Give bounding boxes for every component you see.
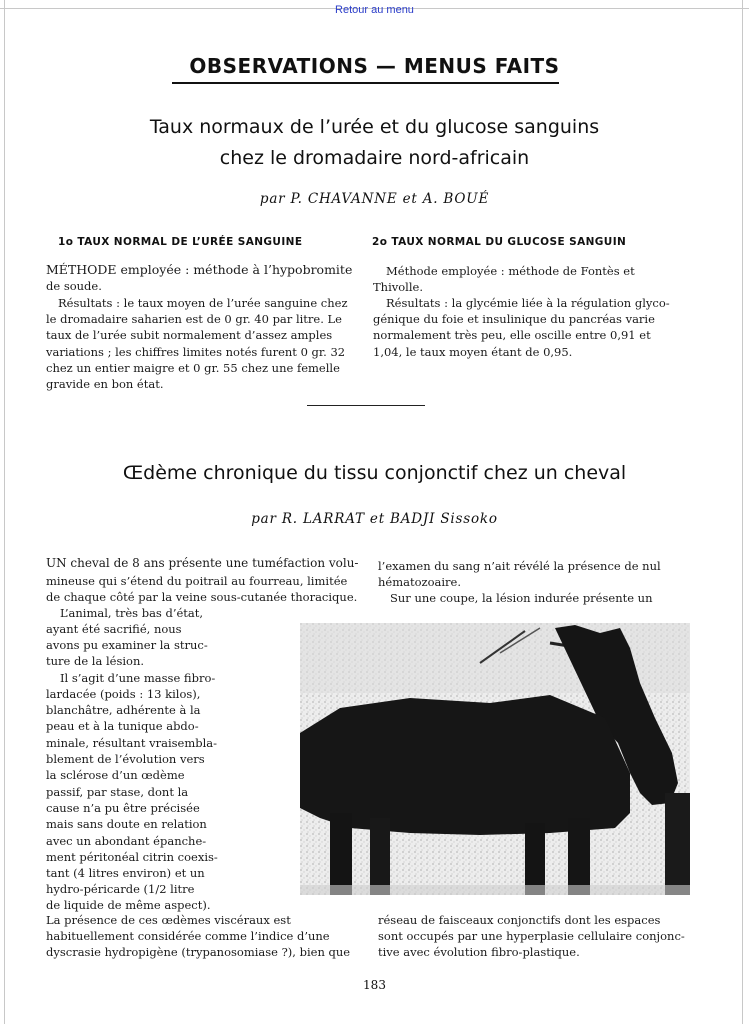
article1-col1-line: taux de l’urée subit normalement d’assez amples — [46, 328, 333, 342]
article1-byline: par P. CHAVANNE et A. BOUÉ — [259, 191, 490, 207]
article2-left-line: lardacée (poids : 13 kilos), — [46, 687, 201, 701]
article1-title-line1: Taux normaux de l’urée et du glucose sanguins — [149, 116, 600, 138]
article-divider — [307, 405, 425, 406]
article2-left-line: cause n’a pu être précisée — [46, 801, 200, 815]
article2-left-line: dyscrasie hydropigène (trypanosomiase ?), bien que — [46, 945, 351, 959]
article1-col1-line: variations ; les chiffres limites notés furent 0 gr. 32 — [46, 345, 346, 359]
article2-right-line: Sur une coupe, la lésion indurée présente un — [390, 591, 653, 605]
article2-left-line: blement de l’évolution vers — [46, 752, 205, 766]
article2-right-line: hématozoaire. — [378, 575, 461, 589]
article2-left-line: blanchâtre, adhérente à la — [46, 703, 201, 717]
article1-col1-line: Résultats : le taux moyen de l’urée sanguine chez — [58, 296, 348, 310]
article1-col1-line: chez un entier maigre et 0 gr. 55 chez une femelle — [46, 361, 340, 375]
article2-left-line: ment péritonéal citrin coexis- — [46, 850, 218, 864]
article2-left-line: peau et à la tunique abdo- — [46, 719, 199, 733]
article2-left-line: Il s’agit d’une masse fibro- — [60, 671, 216, 685]
article2-left-line: minale, résultant vraisembla- — [46, 736, 218, 750]
article2-left-line: hydro-péricarde (1/2 litre — [46, 882, 195, 896]
article2-left-line: La présence de ces œdèmes viscéraux est — [46, 913, 291, 927]
article2-left-line: mineuse qui s’étend du poitrail au fourreau, limitée — [46, 574, 348, 588]
article2-left-line: la sclérose d’un œdème — [46, 768, 185, 782]
article1-col1-line: de soude. — [46, 279, 102, 293]
article2-left-line: tant (4 litres environ) et un — [46, 866, 205, 880]
article1-col1-line: le dromadaire saharien est de 0 gr. 40 par litre. Le — [46, 312, 342, 326]
article2-right-line: tive avec évolution fibro-plastique. — [378, 945, 580, 959]
section-heading-underline — [172, 82, 559, 84]
article1-col2-heading: 2o TAUX NORMAL DU GLUCOSE SANGUIN — [372, 236, 627, 248]
article1-col1-heading: 1o TAUX NORMAL DE L’URÉE SANGUINE — [58, 236, 303, 248]
article1-col2-line: 1,04, le taux moyen étant de 0,95. — [373, 345, 573, 359]
article2-right-line: sont occupés par une hyperplasie cellulaire conjonc- — [378, 929, 685, 943]
article2-left-line: de liquide de même aspect). — [46, 898, 211, 912]
article2-left-line: mais sans doute en relation — [46, 817, 207, 831]
article2-left-line: passif, par stase, dont la — [46, 785, 189, 799]
article2-left-line: de chaque côté par la veine sous-cutanée thoracique. — [46, 590, 358, 604]
article1-col2-line: Résultats : la glycémie liée à la régulation glyco- — [386, 296, 670, 310]
section-heading: OBSERVATIONS — MENUS FAITS — [189, 54, 560, 78]
article1-col2-line: Méthode employée : méthode de Fontès et — [386, 264, 635, 278]
article2-left-line: habituellement considérée comme l’indice d’une — [46, 929, 330, 943]
article2-left-line: ayant été sacrifié, nous — [46, 622, 182, 636]
article1-col2-line: génique du foie et insulinique du pancréas varie — [373, 312, 655, 326]
horse-photograph — [300, 623, 690, 895]
article1-col2-line: normalement très peu, elle oscille entre 0,91 et — [373, 328, 651, 342]
article2-left-line: avec un abondant épanche- — [46, 834, 207, 848]
article1-col2-line: Thivolle. — [373, 280, 423, 294]
article2-right-line: réseau de faisceaux conjonctifs dont les espaces — [378, 913, 661, 927]
article1-title-line2: chez le dromadaire nord-africain — [219, 147, 530, 169]
article2-left-line: UN cheval de 8 ans présente une tuméfaction volu- — [46, 556, 359, 570]
article2-title: Œdème chronique du tissu conjonctif chez un cheval — [122, 462, 627, 484]
page-number: 183 — [363, 978, 386, 992]
article1-col1-line: gravide en bon état. — [46, 377, 164, 391]
article2-left-line: ture de la lésion. — [46, 654, 145, 668]
article2-left-line: avons pu examiner la struc- — [46, 638, 208, 652]
article2-byline: par R. LARRAT et BADJI Sissoko — [251, 511, 498, 527]
article2-right-line: l’examen du sang n’ait révélé la présence de nul — [378, 559, 661, 573]
article1-col1-line: MÉTHODE employée : méthode à l’hypobromite — [46, 262, 353, 277]
article2-left-line: L’animal, très bas d’état, — [60, 606, 204, 620]
back-to-menu-link[interactable]: Retour au menu — [335, 4, 414, 16]
